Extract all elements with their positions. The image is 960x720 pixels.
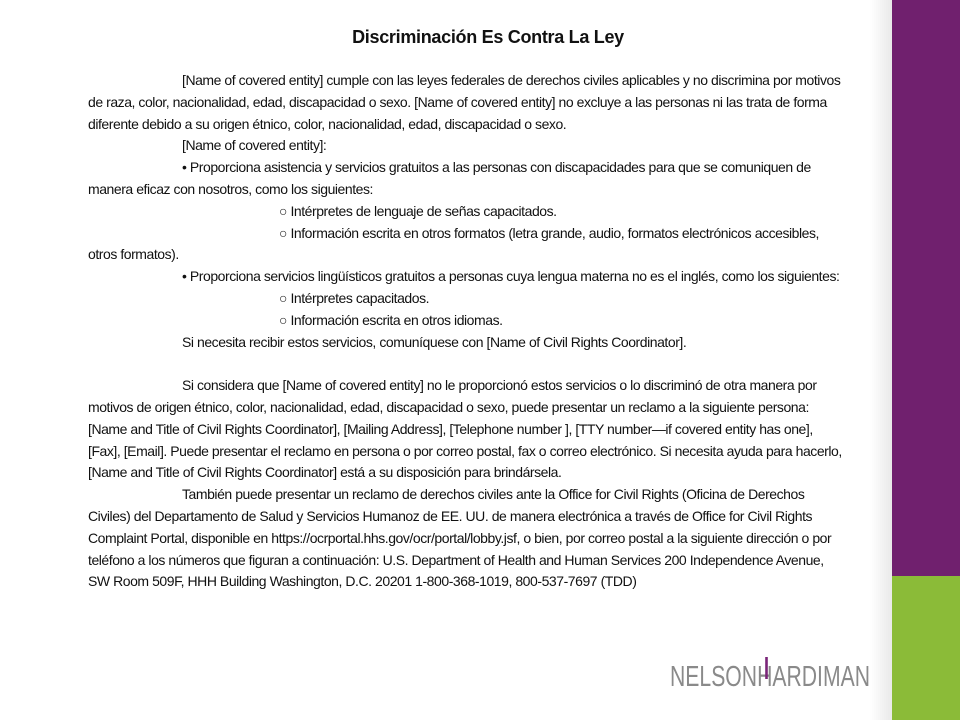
sidebar-green-band <box>892 576 960 720</box>
sub-item-2-first-line: ○ Información escrita en otros formatos (letra grande, audio, formatos electrónicos <box>279 224 752 241</box>
document-title: Discriminación Es Contra La Ley <box>352 27 624 47</box>
sub-item-2 <box>88 223 848 267</box>
paragraph-3: Si necesita recibir estos servicios, comuníquese con [Name of Civil Rights Coordinator]. <box>182 333 687 350</box>
sub-item-4: ○ Información escrita en otros idiomas. <box>279 311 503 328</box>
paragraph-1-rest: motivos de raza, color, nacionalidad, edad, discapacidad o sexo. [Name of covered entity] no excluye a las personas ni las trata de forma diferente debido a su origen étnico, color, nacionalidad, edad, discapacidad o sexo. <box>88 72 841 132</box>
sidebar-shadow <box>870 0 892 720</box>
bullet-2 <box>88 266 848 288</box>
paragraph-4 <box>88 375 848 484</box>
paragraph-4-first-line: Si considera que [Name of covered entity] no le proporcionó estos servicios o lo discriminó de otra <box>182 377 746 394</box>
paragraph-2: [Name of covered entity]: <box>182 137 327 154</box>
blank-line <box>88 353 848 375</box>
bullet-1-rest: comuniquen de manera eficaz con nosotros, como los siguientes: <box>88 159 811 197</box>
logo-text: NELSONHARDIMAN <box>670 661 870 693</box>
sub-item-3: ○ Intérpretes capacitados. <box>279 289 430 306</box>
document-body <box>88 70 848 593</box>
nelson-hardiman-logo <box>670 655 872 697</box>
bullet-1-first-line: • Proporciona asistencia y servicios gratuitos a las personas con discapacidades para que se <box>182 159 718 176</box>
paragraph-5-rest: Derechos Civiles) del Departamento de Salud y Servicios Humanoz de EE. UU. de manera electrónica a través de Office for Civil Rights Complaint Portal, disponible en https://ocrportal.hhs.gov/ocr/portal/lobby.jsf, o bien, por correo postal a la siguiente dirección o por teléfono a los números que figuran a continuación: U.S. Department of Health and Human Services 200 Independence Avenue, SW Room 509F, HHH Building Washington, D.C. 20201 1-800-368-1019, 800-537-7697 (TDD) <box>88 486 832 590</box>
sidebar-purple-band <box>892 0 960 576</box>
sub-item-1: ○ Intérpretes de lenguaje de señas capacitados. <box>279 202 557 219</box>
paragraph-4-rest: manera por motivos de origen étnico, color, nacionalidad, edad, discapacidad o sexo, puede presentar un reclamo a la siguiente persona: [Name and Title of Civil Rights Coordinator], [Mailing Address], [Telephone number ], [TTY number—if covered entity has one], [Fax], [Email]. Puede presentar el reclamo en persona o por correo postal, fax o correo electrónico. Si necesita ayuda para hacerlo, [Name and Title of Civil Rights Coordinator] está a su disposición para brindársela. <box>88 377 842 481</box>
paragraph-1 <box>88 70 848 135</box>
bullet-2-rest: siguientes: <box>777 268 840 285</box>
paragraph-5-first-line: También puede presentar un reclamo de derechos civiles ante la Office for Civil Rights (Oficina de <box>182 486 745 503</box>
sub-item-2-rest: accesibles, otros formatos). <box>88 224 819 263</box>
bullet-1 <box>88 157 848 201</box>
paragraph-5 <box>88 484 848 593</box>
bullet-2-first-line: • Proporciona servicios lingüísticos gratuitos a personas cuya lengua materna no es el inglés, como los <box>182 268 774 285</box>
paragraph-1-first-line: [Name of covered entity] cumple con las leyes federales de derechos civiles aplicables y no discrimina por <box>182 72 792 88</box>
